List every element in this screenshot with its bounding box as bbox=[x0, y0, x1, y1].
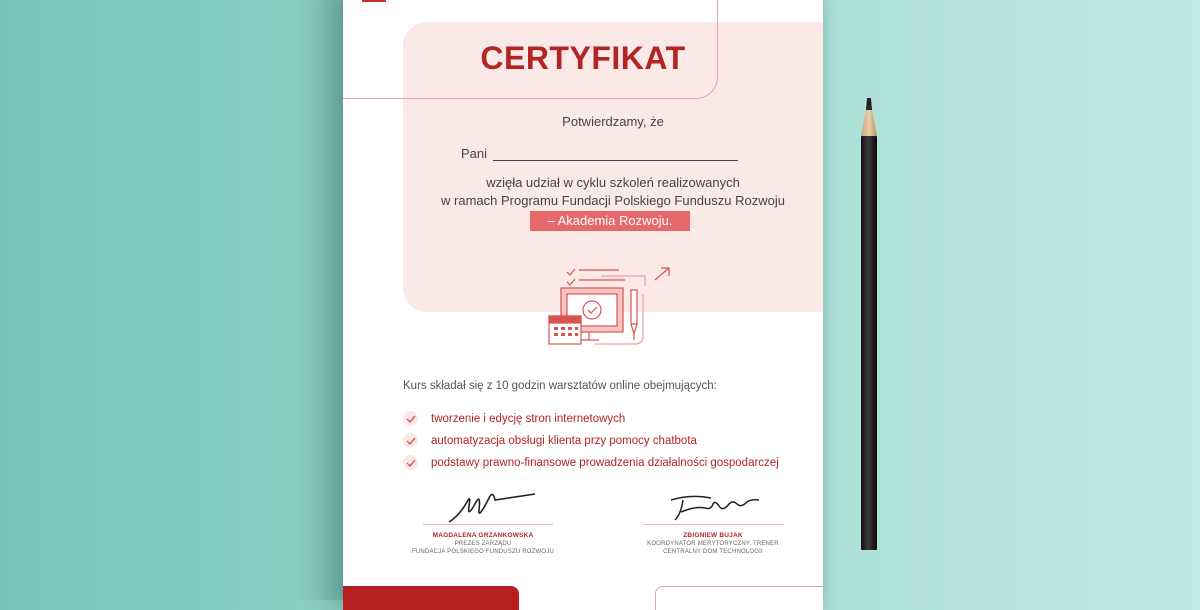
list-item bbox=[403, 434, 803, 456]
recipient-name-line bbox=[493, 160, 738, 161]
program-name-highlight: – Akademia Rozwoju. bbox=[530, 211, 690, 231]
signatory-role: PREZES ZARZĄDU bbox=[454, 541, 512, 547]
salutation: Pani bbox=[461, 146, 488, 161]
signatory-organization: CENTRALNY DOM TECHNOLOGII bbox=[663, 549, 763, 555]
computer-calendar-pen-illustration-icon bbox=[545, 262, 685, 350]
topic-label: podstawy prawno-finansowe prowadzenia działalności gospodarczej bbox=[431, 457, 779, 469]
signatory-role: KOORDYNATOR MERYTORYCZNY, TRENER bbox=[647, 541, 779, 547]
confirm-text: Potwierdzamy, że bbox=[562, 114, 664, 129]
pencil-icon bbox=[856, 98, 882, 554]
topic-list bbox=[403, 412, 803, 478]
course-intro: Kurs składał się z 10 godzin warsztatów online obejmujących: bbox=[403, 380, 717, 392]
bottom-accent-bar bbox=[343, 586, 519, 610]
participation-text bbox=[403, 174, 823, 210]
signatory-name: MAGDALENA GRZANKOWSKA bbox=[432, 532, 534, 539]
checkmark-icon bbox=[403, 455, 418, 470]
handwritten-signature-1 bbox=[443, 490, 563, 526]
signatory-name: ZBIGNIEW BUJAK bbox=[683, 532, 743, 539]
signature-line bbox=[423, 524, 553, 525]
signatory-organization: FUNDACJA POLSKIEGO FUNDUSZU ROZWOJU bbox=[411, 549, 554, 555]
bottom-decorative-frame bbox=[655, 586, 823, 610]
certificate-paper bbox=[343, 0, 823, 610]
checkmark-icon bbox=[403, 411, 418, 426]
body-line-2: w ramach Programu Fundacji Polskiego Funduszu Rozwoju bbox=[441, 193, 785, 208]
topic-label: automatyzacja obsługi klienta przy pomocy chatbota bbox=[431, 435, 697, 447]
topic-label: tworzenie i edycję stron internetowych bbox=[431, 413, 626, 425]
certificate-title: CERTYFIKAT bbox=[480, 40, 686, 76]
signature-line bbox=[643, 524, 783, 525]
body-line-1: wzięła udział w cyklu szkoleń realizowanych bbox=[486, 175, 740, 190]
list-item bbox=[403, 412, 803, 434]
list-item bbox=[403, 456, 803, 478]
handwritten-signature-2 bbox=[663, 490, 783, 526]
checkmark-icon bbox=[403, 433, 418, 448]
